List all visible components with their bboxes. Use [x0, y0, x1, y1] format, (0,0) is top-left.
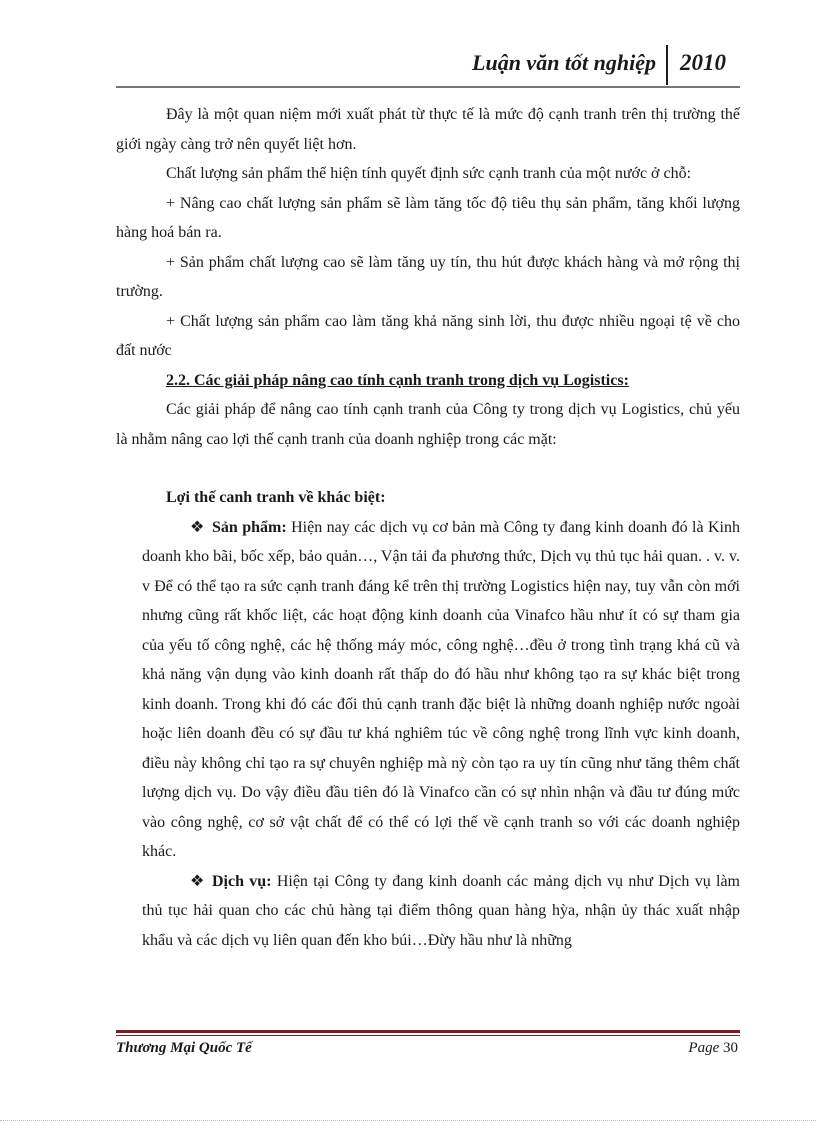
bullet-text: Hiện nay các dịch vụ cơ bản mà Công ty đang kinh doanh đó là Kinh doanh kho bãi, bốc xếp, bảo quản…, Vận tải đa phương thức, Dịch vụ thủ tục hải quan. . v. v. v Để có thể tạo ra sức cạnh tranh đáng kể trên thị trường Logistics hiện nay, tuy vẫn còn mới nhưng cũng rất khốc liệt, các hoạt động kinh doanh của Vinafco hầu như ít có sự tham gia của yếu tố công nghệ, các hệ thống máy móc, công nghệ…đều ở trong tình trạng khá cũ và khả năng vận dụng vào kinh doanh rất thấp do đó hầu như không tạo ra sự khác biệt trong kinh doanh. Trong khi đó các đối thủ cạnh tranh đặc biệt là những doanh nghiệp nước ngoài hoặc liên doanh đều có sự đầu tư khá nghiêm túc về công nghệ trong lĩnh vực kinh doanh, điều này không chỉ tạo ra sự chuyên nghiệp mà nỳ còn tạo ra uy tín cũng như tăng thêm chất lượng dịch vụ. Do vậy điều đầu tiên đó là Vinafco cần có sự nhìn nhận và đầu tư đúng mức vào công nghệ, cơ sở vật chất để có thể có lợi thế về cạnh tranh so với các doanh nghiệp khác. [142, 518, 740, 860]
bullet-text: Hiện tại Công ty đang kinh doanh các mảng dịch vụ như Dịch vụ làm thủ tục hải quan cho các chủ hàng tại điểm thông quan hàng hỳa, nhận ủy thác xuất nhập khẩu và các dịch vụ liên quan đến kho búi…Đừy hầu như là những [142, 872, 740, 949]
footer-label: Thương Mại Quốc Tế [116, 1040, 252, 1056]
paragraph: Các giải pháp để nâng cao tính cạnh tranh của Công ty trong dịch vụ Logistics, chủ yếu là nhằm nâng cao lợi thế cạnh tranh của doanh nghiệp trong các mặt: [116, 401, 740, 448]
page-label: Page [688, 1040, 720, 1056]
header-year: 2010 [680, 50, 726, 75]
paragraph: + Sản phẩm chất lượng cao sẽ làm tăng uy tín, thu hút được khách hàng và mở rộng thị trường. [116, 253, 740, 300]
paragraph: Đây là một quan niệm mới xuất phát từ thực tế là mức độ cạnh tranh trên thị trường thế giới ngày càng trở nên quyết liệt hơn. [116, 106, 740, 153]
bullet-item [142, 867, 740, 956]
diamond-bullet-icon: ❖ [190, 872, 205, 890]
page-body [116, 100, 740, 955]
bullet-lead: Dịch vụ: [212, 872, 272, 890]
page-header [0, 0, 816, 100]
bullet-lead: Sản phẩm: [212, 518, 287, 536]
section-heading: 2.2. Các giải pháp nâng cao tính cạnh tranh trong dịch vụ Logistics: [166, 371, 629, 389]
header-title: Luận văn tốt nghiệp [472, 50, 656, 75]
paragraph: Chất lượng sản phẩm thể hiện tính quyết định sức cạnh tranh của một nước ở chỗ: [166, 165, 692, 182]
diamond-bullet-icon: ❖ [190, 518, 205, 536]
page-number-value: 30 [723, 1040, 738, 1056]
header-separator [666, 45, 668, 85]
paragraph: + Chất lượng sản phẩm cao làm tăng khả năng sinh lời, thu được nhiều ngoại tệ về cho đất nước [116, 312, 740, 359]
page-bottom-edge [0, 1120, 816, 1122]
footer-rule-thin [116, 1035, 740, 1036]
paragraph: + Nâng cao chất lượng sản phẩm sẽ làm tăng tốc độ tiêu thụ sản phẩm, tăng khối lượng hàng hoá bán ra. [116, 194, 740, 241]
header-rule [116, 86, 740, 88]
subsection-heading: Lợi thế canh tranh về khác biệt: [166, 489, 386, 506]
page-number [688, 1040, 738, 1057]
bullet-item [142, 513, 740, 867]
footer-rule [116, 1030, 740, 1033]
